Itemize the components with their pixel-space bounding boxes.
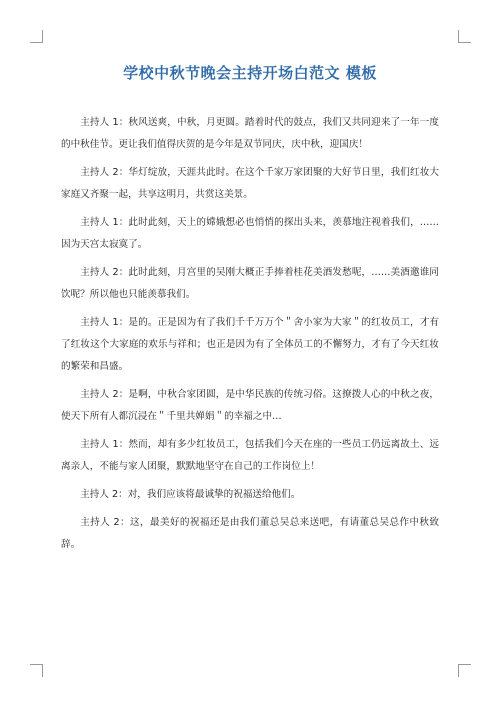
paragraph: 主持人 2：此时此刻，月宫里的吴刚大概正手捧着桂花美酒发愁呢，……美酒邀谁同饮呢？所以他也只能羡慕我们。 — [61, 267, 439, 300]
paragraph: 主持人 1：然而，却有多少红妆员工，包括我们今天在座的一些员工仍远离故土、远离亲人，不能与家人团聚，默默地坚守在自己的工作岗位上！ — [61, 439, 439, 472]
paragraph: 主持人 1：是的。正是因为有了我们千千万万个＂舍小家为大家＂的红妆员工，才有了红妆这个大家庭的欢乐与祥和；也正是因为有了全体员工的不懈努力，才有了今天红妆的繁荣和昌盛。 — [61, 317, 439, 372]
crop-mark-top-right — [458, 30, 471, 43]
document-body — [61, 112, 439, 562]
crop-mark-top-left — [30, 30, 43, 43]
paragraph: 主持人 2：华灯绽放，天涯共此时。在这个千家万家团聚的大好节日里，我们红妆大家庭又齐聚一起，共享这明月，共赏这美景。 — [61, 167, 439, 200]
document-title: 学校中秋节晚会主持开场白范文 模板 — [123, 64, 377, 82]
paragraph: 主持人 2：对，我们应该将最诚挚的祝福送给他们。 — [80, 489, 301, 500]
crop-mark-bottom-left — [30, 664, 43, 677]
paragraph: 主持人 1：秋风送爽，中秋，月更圆。踏着时代的鼓点，我们又共同迎来了一年一度的中秋佳节。更让我们值得庆贺的是今年是双节同庆，庆中秋，迎国庆！ — [61, 117, 439, 150]
paragraph: 主持人 2：是啊，中秋合家团圆，是中华民族的传统习俗。这撩拨人心的中秋之夜，使天下所有人都沉浸在＂千里共婵娟＂的幸福之中… — [61, 389, 439, 422]
paragraph: 主持人 1：此时此刻，天上的嫦娥想必也悄悄的探出头来，羡慕地注视着我们，……因为天宫太寂寞了。 — [61, 217, 439, 250]
paragraph: 主持人 2：这，最美好的祝福还是由我们董总吴总来送吧，有请董总吴总作中秋致辞。 — [61, 517, 439, 550]
crop-mark-bottom-right — [458, 664, 471, 677]
